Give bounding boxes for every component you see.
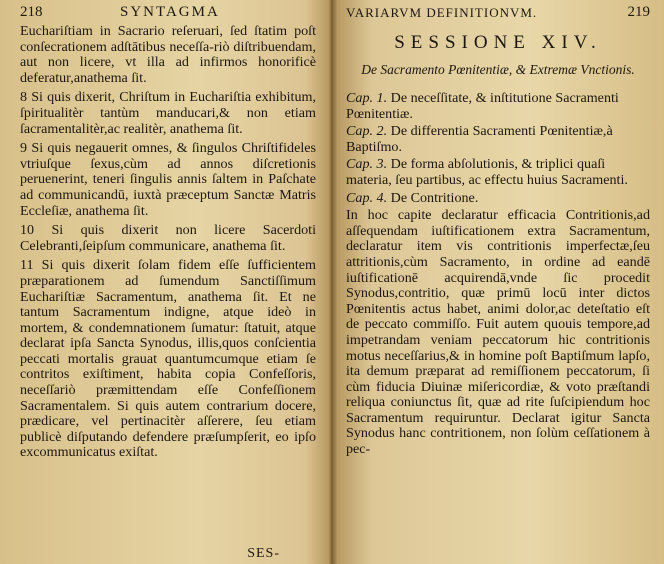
left-page	[0, 0, 330, 564]
chapter-text: De neceſſitate, & inſtitutione Sacramenti Pœnitentiæ.	[346, 90, 619, 122]
left-page-header	[20, 4, 316, 24]
chapter-text: De Contritione.	[390, 189, 479, 206]
chapter-label: Cap. 3.	[346, 156, 388, 173]
paragraph: 8 Si quis dixerit, Chriſtum in Euchariſtia exhibitum, ſpiritualitèr tantùm manducari,& non etiam ſacramentalitèr,ac realitèr, anathema ſit.	[20, 89, 316, 137]
right-running-title: VARIARVM DEFINITIONVM.	[346, 5, 538, 20]
session-subtitle: De Sacramento Pœnitentiæ, & Extremæ Vnctionis.	[361, 62, 635, 77]
chapter-item	[346, 91, 650, 122]
paragraph: 9 Si quis negauerit omnes, & ſingulos Chriſtifideles vtriuſque ſexus,cùm ad annos diſcretionis peruenerint, teneri ſingulis annis ſaltem in Paſchate ad communicandū, iuxtà præceptum Sanctæ Matris Eccleſiæ, anathema ſit.	[20, 140, 316, 219]
chapter-label: Cap. 2.	[346, 123, 388, 140]
left-page-body	[20, 24, 316, 461]
left-catchword: SES-	[247, 546, 280, 561]
paragraph: 11 Si quis dixerit ſolam fidem eſſe ſufficientem præparationem ad ſumendum Sanctiſſimum Euchariſtiæ Sacramentum, anathema ſit. Et ne tantum Sacramentum indigne, atque ideò in mortem, & condemnationem ſumatur: ſtatuit, atque declarat ipſa Sancta Synodus, illis,quos conſcientia peccati mortalis grauat quantumcumque etiam ſe contritos exiſtiment, habita copia Confeſſoris, neceſſariò præmittendam eſſe Confeſſionem Sacramentalem. Si quis autem contrarium docere, prædicare, vel pertinacitèr aſſerere, ſeu etiam publicè diſputando defendere præſumpſerit, eo ipſo excommunicatus exiſtat.	[20, 257, 316, 461]
session-title: SESSIONE XIV.	[394, 32, 602, 53]
right-page-header	[346, 4, 650, 24]
right-page-number: 219	[627, 4, 650, 20]
right-page-body: In hoc capite declaratur efficacia Contritionis,ad aſſequendam iuſtificationem extra Sacramentum, declaratur item vis contritionis imperfectæ,ſeu attritionis,cùm Sacramento, in ordine ad eandē iuſtificationē acquirendā,vnde ſic procedit Synodus,contritio, quæ primū locū inter dictos Pœnitentis actus habet, animi dolor,ac deteſtatio eſt de peccato commiſſo. Fuit autem quouis tempore,ad impetrandam veniam peccatorum hic contritionis motus neceſſarius,& in homine poſt Baptiſmum lapſo, ita demum præparat ad remiſſionem peccatorum, ſi cùm fiducia Diuinæ miſericordiæ, & voto præſtandi reliqua coniunctus ſit, quæ ad rite ſuſcipiendum hoc Sacramentum requiruntur. Declarat igitur Sancta Synodus hanc contritionem, non ſolùm ceſſationem à pec-	[346, 207, 650, 458]
chapter-text: De differentia Sacramenti Pœnitentiæ,à Baptiſmo.	[346, 123, 613, 155]
chapter-item	[346, 191, 650, 207]
right-page	[332, 0, 664, 564]
chapter-list	[346, 91, 650, 206]
paragraph: Euchariſtiam in Sacrario reſeruari, ſed ſtatim poſt conſecrationem adſtātibus neceſſa-riò diſtribuendam, aut non licere, vt illa ad infirmos honorificè deferatur,anathema ſit.	[20, 23, 316, 86]
chapter-item	[346, 157, 650, 188]
chapter-label: Cap. 4.	[346, 189, 388, 206]
paragraph: 10 Si quis dixerit non licere Sacerdoti Celebranti,ſeipſum communicare, anathema ſit.	[20, 222, 316, 254]
chapter-label: Cap. 1.	[346, 90, 388, 106]
left-running-title: SYNTAGMA	[120, 4, 220, 20]
chapter-item	[346, 124, 650, 155]
chapter-text: De forma abſolutionis, & triplici quaſi materia, ſeu partibus, ac effectu huius Sacramenti.	[346, 156, 628, 188]
left-page-number: 218	[20, 4, 43, 20]
